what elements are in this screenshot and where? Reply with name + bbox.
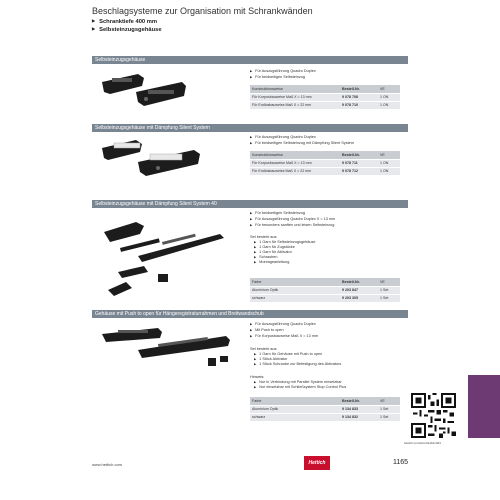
product-image-push-to-open (98, 322, 238, 372)
table-cell: Aluminium Optik (250, 405, 340, 413)
table-cell: 1 Set (378, 413, 400, 421)
table-cell: Für Endlosbauweise Maß X = 22 mm (250, 167, 340, 175)
bullet: ▶ Für beidseitigen Selbsteinzug (250, 75, 305, 79)
table-cell: 1 Set (378, 405, 400, 413)
table-cell: 9 078 712 (340, 167, 378, 175)
set-item: ▶ Schrauben (254, 255, 278, 259)
table-row (250, 93, 400, 101)
set-item: ▶ 1 Stück Aktivator (254, 357, 287, 361)
bullet: ▶ Für Auszugsführung Quadro Duplex X = 13 mm (250, 217, 335, 221)
page-number: 1165 (393, 459, 409, 466)
table-header-cell: Farbe (250, 397, 340, 405)
table-header-cell: VE (378, 397, 400, 405)
table-header-row (250, 85, 400, 93)
table-cell: 1 ON (378, 93, 400, 101)
table-cell: schwarz (250, 294, 340, 302)
order-table-silent-40 (250, 278, 400, 303)
table-header-cell: Konstruktionsweise (250, 151, 340, 159)
product-image-housing (98, 68, 190, 110)
table-header-cell: Bestell-Nr. (340, 151, 378, 159)
table-header-cell: VE (378, 85, 400, 93)
table-cell: Für Korpusbauweise Maß X = 13 mm (250, 93, 340, 101)
page-title: Beschlagsysteme zur Organisation mit Schrankwänden (92, 6, 313, 16)
subtitle-depth: ▶ Schranktiefe 400 mm (92, 19, 157, 25)
table-cell: Für Endlosbauweise Maß X = 22 mm (250, 101, 340, 109)
table-header-row (250, 397, 400, 405)
table-header-cell: Bestell-Nr. (340, 397, 378, 405)
table-cell: 9 078 711 (340, 159, 378, 167)
table-cell: Für Korpusbauweise Maß X = 13 mm (250, 159, 340, 167)
table-header-cell: Bestell-Nr. (340, 85, 378, 93)
bullet: ▶ Für Korpusbauweise Maß X = 13 mm (250, 334, 318, 338)
subtitle-housing: ▶ Selbsteinzugsgehäuse (92, 27, 162, 33)
table-row (250, 286, 400, 294)
table-cell: 1 ON (378, 101, 400, 109)
footer-url[interactable]: www.hettich.com (92, 462, 123, 467)
section-bar-silent: Selbsteinzugsgehäuse mit Dämpfung Silent System (92, 124, 408, 132)
table-cell: 9 203 847 (340, 286, 378, 294)
table-cell: 9 134 832 (340, 413, 378, 421)
section-bar-silent-40: Selbsteinzugsgehäuse mit Dämpfung Silent System 40 (92, 200, 408, 208)
hettich-logo: Hettich (304, 456, 330, 470)
hint-item: ▶ Nur in Verbindung mit Parallel System einsetzbar (254, 380, 342, 384)
order-table-silent (250, 151, 400, 176)
table-cell: 9 203 305 (340, 294, 378, 302)
table-header-row (250, 278, 400, 286)
set-item: ▶ 1 Garn für Gehäuse mit Push to open (254, 352, 322, 356)
set-item: ▶ 1 Stück Schraube zur Befestigung des Aktivators (254, 362, 341, 366)
table-cell: 1 ON (378, 167, 400, 175)
section-bar-push-to-open: Gehäuse mit Push to open für Hängeregistraturrahmen und Breitwandschub (92, 310, 408, 318)
table-cell: 9 078 710 (340, 101, 378, 109)
set-item: ▶ 1 Garn für Selbsteinzugsgehäuse (254, 240, 316, 244)
section-bar-housing: Selbsteinzugsgehäuse (92, 56, 408, 64)
table-cell: Aluminium Optik (250, 286, 340, 294)
bullet: ▶ Für Auszugsführung Quadro Duplex (250, 135, 316, 139)
table-header-cell: VE (378, 151, 400, 159)
bullet: ▶ Mit Push to open (250, 328, 284, 332)
table-header-cell: VE (378, 278, 400, 286)
product-image-silent (98, 134, 208, 180)
table-header-cell: Bestell-Nr. (340, 278, 378, 286)
product-image-silent-40 (98, 212, 238, 302)
table-row (250, 101, 400, 109)
bullet: ▶ Für beidseitigen Selbsteinzug mit Dämpfung Silent System (250, 141, 354, 145)
chapter-tab (468, 375, 500, 438)
set-item: ▶ 1 Garn für Zugstücke (254, 245, 295, 249)
table-row (250, 159, 400, 167)
table-row (250, 413, 400, 421)
table-cell: 1 ON (378, 159, 400, 167)
table-header-row (250, 151, 400, 159)
table-cell: 9 134 833 (340, 405, 378, 413)
set-item: ▶ 1 Garn für Aktivator (254, 250, 292, 254)
bullet: ▶ Für besonders sanften und leisen Selbsteinzug (250, 223, 334, 227)
table-cell: 9 078 708 (340, 93, 378, 101)
set-title: Set besteht aus: (250, 347, 278, 351)
bullet: ▶ Für beidseitigen Selbsteinzug (250, 211, 305, 215)
table-cell: schwarz (250, 413, 340, 421)
qr-code[interactable] (411, 393, 456, 438)
hint-item: ▶ Nur einsetzbar mit Schließsystem Stop Control Plus (254, 385, 346, 389)
table-header-cell: Konstruktionsweise (250, 85, 340, 93)
order-table-housing (250, 85, 400, 110)
table-row (250, 294, 400, 302)
bullet: ▶ Für Auszugsführung Quadro Duplex (250, 69, 316, 73)
table-cell: 1 Set (378, 286, 400, 294)
hint-title: Hinweis: (250, 375, 265, 379)
table-cell: 1 Set (378, 294, 400, 302)
bullet: ▶ Für Auszugsführung Quadro Duplex (250, 322, 316, 326)
qr-url[interactable]: hettich.com/short/a1b2c3d4 (404, 441, 441, 445)
set-title: Set besteht aus: (250, 235, 278, 239)
table-header-cell: Farbe (250, 278, 340, 286)
set-item: ▶ Montageanleitung (254, 260, 289, 264)
order-table-push-to-open (250, 397, 400, 422)
table-row (250, 167, 400, 175)
table-row (250, 405, 400, 413)
